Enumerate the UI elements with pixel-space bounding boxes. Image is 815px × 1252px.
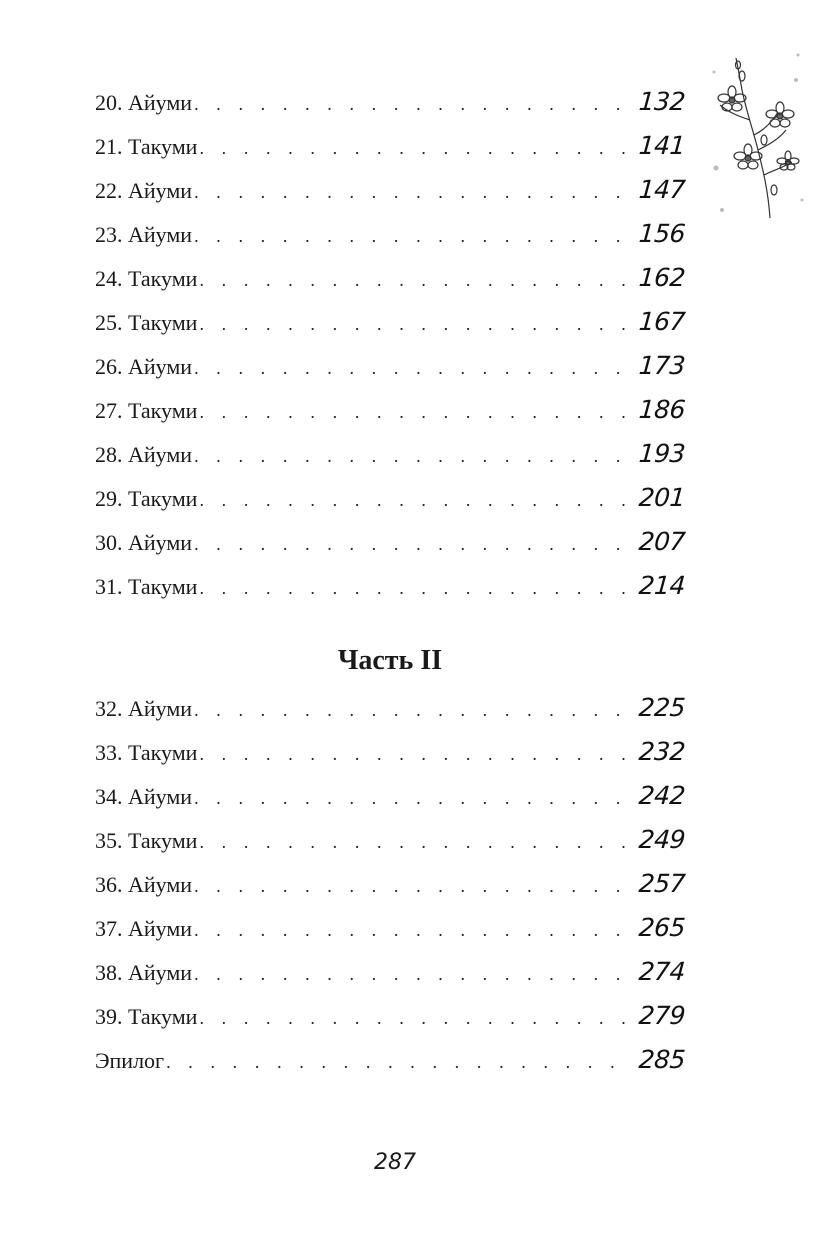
toc-entry	[95, 862, 685, 906]
dot-leader	[199, 996, 629, 1040]
dot-leader	[194, 776, 629, 820]
dot-leader	[199, 732, 629, 776]
toc-entry	[95, 256, 685, 300]
dot-leader	[194, 522, 629, 566]
toc-part-1	[95, 80, 685, 608]
entry-title: Эпилог	[95, 1048, 165, 1073]
toc-entry	[95, 80, 685, 124]
page-number: 147	[637, 175, 687, 204]
dot-leader	[199, 258, 629, 302]
dot-leader	[199, 390, 629, 434]
entry-title: 26. Айуми	[95, 354, 193, 379]
toc-entry	[95, 520, 685, 564]
dot-leader	[194, 346, 629, 390]
page-number: 156	[637, 219, 687, 248]
entry-title: 37. Айуми	[95, 916, 193, 941]
toc-entry	[95, 168, 685, 212]
toc-entry	[95, 432, 685, 476]
entry-title: 31. Такуми	[95, 574, 198, 599]
entry-title: 22. Айуми	[95, 178, 193, 203]
page-number: 249	[637, 825, 687, 854]
dot-leader	[194, 170, 629, 214]
entry-title: 20. Айуми	[95, 90, 193, 115]
entry-title: 33. Такуми	[95, 740, 198, 765]
page-number: 167	[637, 307, 687, 336]
entry-title: 28. Айуми	[95, 442, 193, 467]
page-number: 162	[637, 263, 687, 292]
dot-leader	[194, 82, 629, 126]
entry-title: 36. Айуми	[95, 872, 193, 897]
dot-leader	[199, 478, 629, 522]
toc-entry	[95, 906, 685, 950]
entry-title: 32. Айуми	[95, 696, 193, 721]
toc-entry	[95, 730, 685, 774]
toc-entry	[95, 300, 685, 344]
sakura-branch-icon	[708, 50, 812, 225]
page-number: 186	[637, 395, 687, 424]
toc-part-2	[95, 686, 685, 1082]
entry-title: 25. Такуми	[95, 310, 198, 335]
toc-entry	[95, 994, 685, 1038]
page-number: 201	[637, 483, 687, 512]
page-number: 225	[637, 693, 687, 722]
dot-leader	[199, 820, 629, 864]
entry-title: 34. Айуми	[95, 784, 193, 809]
entry-title: 38. Айуми	[95, 960, 193, 985]
dot-leader	[166, 1040, 629, 1084]
toc-entry	[95, 1038, 685, 1082]
dot-leader	[194, 952, 629, 996]
page-number: 279	[637, 1001, 687, 1030]
toc-entry	[95, 344, 685, 388]
page-number: 274	[637, 957, 687, 986]
page-number: 232	[637, 737, 687, 766]
dot-leader	[194, 908, 629, 952]
dot-leader	[194, 864, 629, 908]
dot-leader	[199, 566, 629, 610]
page-number: 193	[637, 439, 687, 468]
page-number: 242	[637, 781, 687, 810]
folio-page-number: 287	[374, 1150, 416, 1175]
entry-title: 23. Айуми	[95, 222, 193, 247]
page-number: 285	[637, 1045, 687, 1074]
entry-title: 30. Айуми	[95, 530, 193, 555]
entry-title: 21. Такуми	[95, 134, 198, 159]
toc-entry	[95, 818, 685, 862]
toc-entry	[95, 774, 685, 818]
dot-leader	[194, 688, 629, 732]
toc-entry	[95, 388, 685, 432]
entry-title: 29. Такуми	[95, 486, 198, 511]
dot-leader	[199, 126, 629, 170]
page-number: 207	[637, 527, 687, 556]
toc-entry	[95, 476, 685, 520]
entry-title: 24. Такуми	[95, 266, 198, 291]
toc-entry	[95, 212, 685, 256]
toc-entry	[95, 950, 685, 994]
page-number: 257	[637, 869, 687, 898]
toc-entry	[95, 564, 685, 608]
entry-title: 39. Такуми	[95, 1004, 198, 1029]
page-number: 214	[637, 571, 687, 600]
part-heading: Часть II	[337, 645, 443, 676]
toc-entry	[95, 686, 685, 730]
page-number: 265	[637, 913, 687, 942]
dot-leader	[194, 214, 629, 258]
dot-leader	[199, 302, 629, 346]
entry-title: 27. Такуми	[95, 398, 198, 423]
dot-leader	[194, 434, 629, 478]
toc-entry	[95, 124, 685, 168]
page-number: 132	[637, 87, 687, 116]
page-number: 173	[637, 351, 687, 380]
page-number: 141	[637, 131, 687, 160]
entry-title: 35. Такуми	[95, 828, 198, 853]
